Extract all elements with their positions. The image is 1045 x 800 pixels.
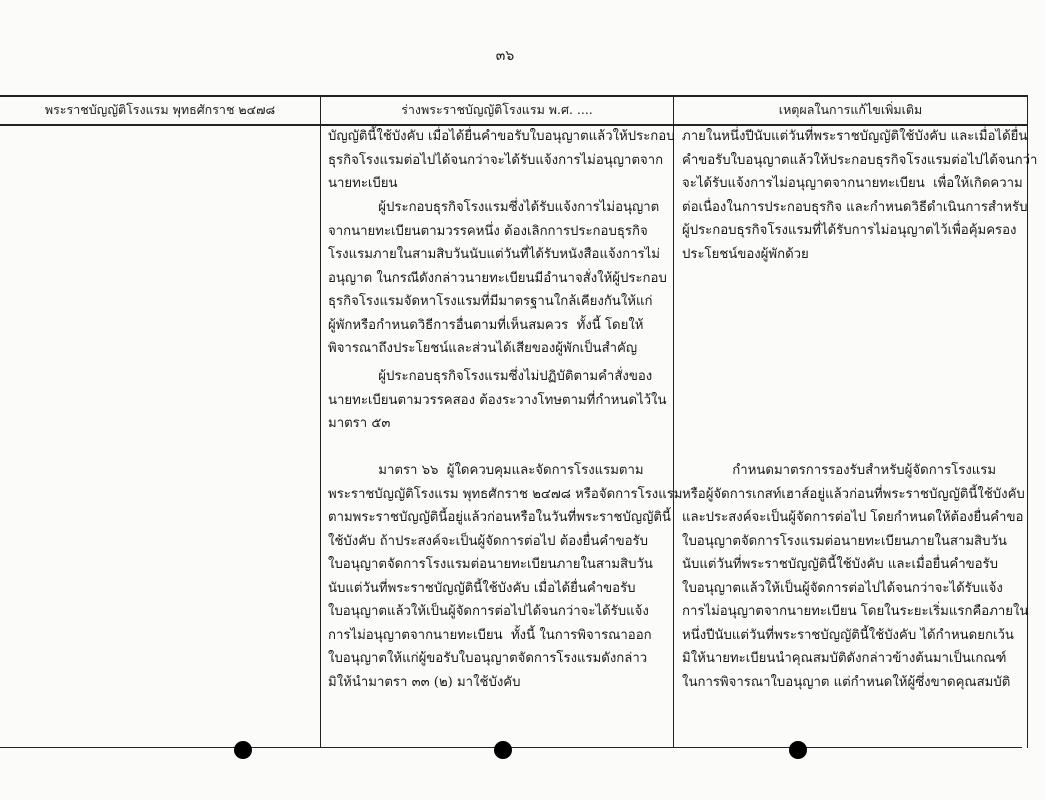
punch-hole-center <box>494 741 512 759</box>
column-divider-1 <box>320 95 321 748</box>
draft-paragraph-continuation: บัญญัตินี้ใช้บังคับ เมื่อได้ยื่นคำขอรับใบอนุญาตแล้วให้ประกอบ ธุรกิจโรงแรมต่อไปได้จนกว่าจะได้รับแจ้งการไม่อนุญาตจาก นายทะเบียน <box>328 129 675 191</box>
column-header-reasons: เหตุผลในการแก้ไขเพิ่มเติม <box>778 102 923 117</box>
draft-paragraph-3: ผู้ประกอบธุรกิจโรงแรมซึ่งไม่ปฏิบัติตามคำสั่งของ นายทะเบียนตามวรรคสอง ต้องระวางโทษตามที่กำหนดไว้ใน มาตรา ๕๓ <box>328 369 667 431</box>
table-top-rule <box>0 95 1028 97</box>
reason-paragraph-1: ภายในหนึ่งปีนับแต่วันที่พระราชบัญญัติใช้บังคับ และเมื่อได้ยื่น คำขอรับใบอนุญาตแล้วให้ประกอบธุรกิจโรงแรมต่อไปได้จนกว่า จะได้รับแจ้งการไม่อนุญาตจากนายทะเบียน เพื่อให้เกิดความ ต่อเนื่องในการประกอบธุรกิจ และกำหนดวิธีดำเนินการสำหรับ ผู้ประกอบธุรกิจโรงแรมที่ได้รับการไม่อนุญาตไว้เพื่อคุ้มครอง ประโยชน์ของผู้พักด้วย <box>682 129 1038 262</box>
column-header-draft-act: ร่างพระราชบัญญัติโรงแรม พ.ศ. .... <box>401 102 593 117</box>
draft-section-66: มาตรา ๖๖ ผู้ใดควบคุมและจัดการโรงแรมตาม พระราชบัญญัติโรงแรม พุทธศักราช ๒๔๗๘ หรือจัดการโรงแรม ตามพระราชบัญญัตินี้อยู่แล้วก่อนหรือในวันที่พระราชบัญญัตินี้ ใช้บังคับ ถ้าประสงค์จะเป็นผู้จัดการต่อไป ต้องยื่นคำขอรับ ใบอนุญาตจัดการโรงแรมต่อนายทะเบียนภายในสามสิบวัน นับแต่วันที่พระราชบัญญัตินี้ใช้บังคับ เมื่อได้ยื่นคำขอรับ ใบอนุญาตแล้วให้เป็นผู้จัดการต่อไปได้จนกว่าจะได้รับแจ้ง การไม่อนุญาตจากนายทะเบียน ทั้งนี้ ในการพิจารณาออก ใบอนุญาตให้แก่ผู้ขอรับใบอนุญาตจัดการโรงแรมดังกล่าว มิให้นำมาตรา ๓๓ (๒) มาใช้บังคับ <box>328 463 683 690</box>
page-number: ๓๖ <box>495 48 515 64</box>
punch-hole-right <box>789 741 807 759</box>
draft-paragraph-2: ผู้ประกอบธุรกิจโรงแรมซึ่งได้รับแจ้งการไม่อนุญาต จากนายทะเบียนตามวรรคหนึ่ง ต้องเลิกการประกอบธุรกิจ โรงแรมภายในสามสิบวันนับแต่วันที่ได้รับหนังสือแจ้งการไม่ อนุญาต ในกรณีดังกล่าวนายทะเบียนมีอำนาจสั่งให้ผู้ประกอบ ธุรกิจโรงแรมจัดหาโรงแรมที่มีมาตรฐานใกล้เคียงกันให้แก่ ผู้พักหรือกำหนดวิธีการอื่นตามที่เห็นสมควร ทั้งนี้ โดยให้ พิจารณาถึงประโยชน์และส่วนได้เสียของผู้พักเป็นสำคัญ <box>328 200 667 356</box>
punch-hole-left <box>234 741 252 759</box>
reason-paragraph-2: กำหนดมาตรการรองรับสำหรับผู้จัดการโรงแรม หรือผู้จัดการเกสท์เฮาส์อยู่แล้วก่อนที่พระราชบัญญัตินี้ใช้บังคับ และประสงค์จะเป็นผู้จัดการต่อไป โดยกำหนดให้ต้องยื่นคำขอ ใบอนุญาตจัดการโรงแรมต่อนายทะเบียนภายในสามสิบวัน นับแต่วันที่พระราชบัญญัตินี้ใช้บังคับ และเมื่อยื่นคำขอรับ ใบอนุญาตแล้วให้เป็นผู้จัดการต่อไปได้จนกว่าจะได้รับแจ้ง การไม่อนุญาตจากนายทะเบียน โดยในระยะเริ่มแรกคือภายใน หนึ่งปีนับแต่วันที่พระราชบัญญัตินี้ใช้บังคับ ได้กำหนดยกเว้น มิให้นายทะเบียนนำคุณสมบัติดังกล่าวข้างต้นมาเป็นเกณฑ์ ในการพิจารณาใบอนุญาต แต่กำหนดให้ผู้ซึ่งขาดคุณสมบัติ <box>682 463 1029 690</box>
column-header-current-act: พระราชบัญญัติโรงแรม พุทธศักราช ๒๔๗๘ <box>44 102 276 117</box>
